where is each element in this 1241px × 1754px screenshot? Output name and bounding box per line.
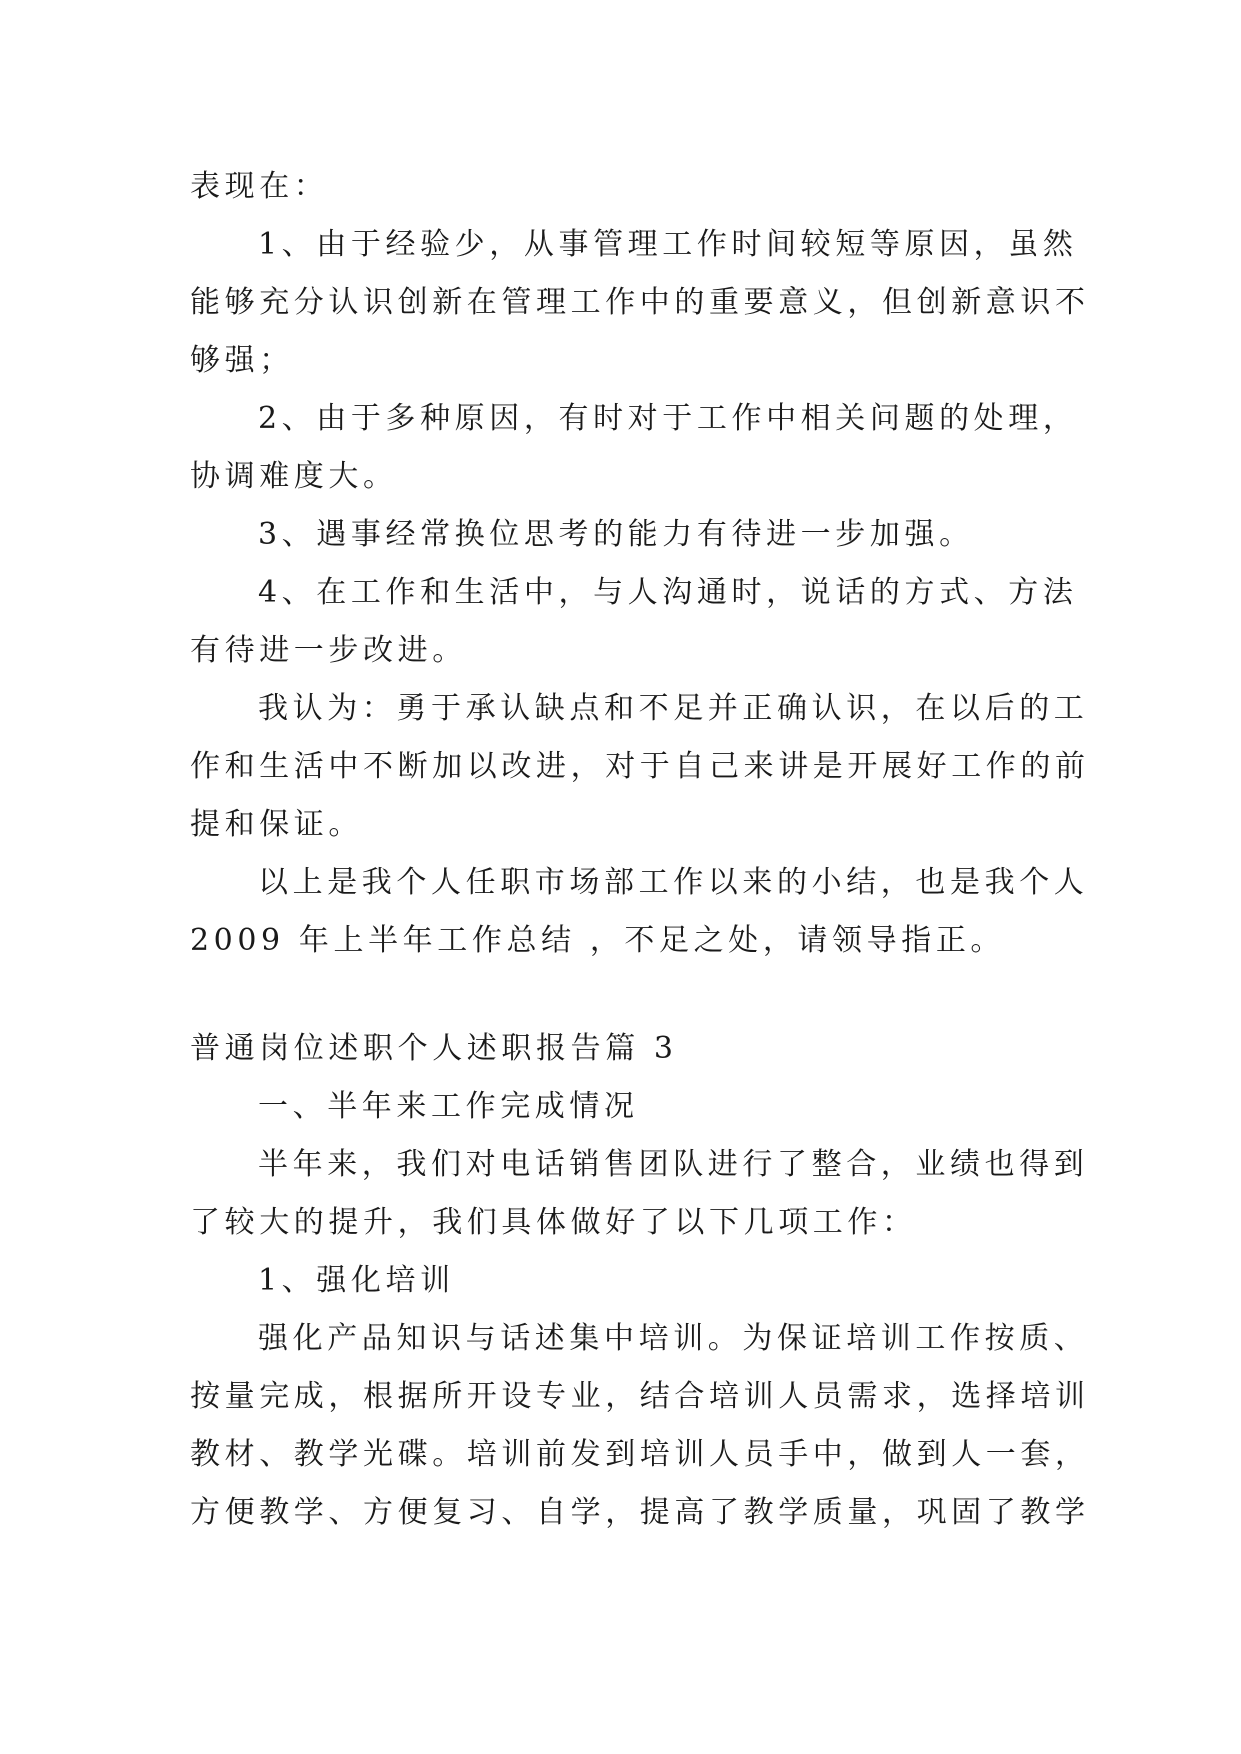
text-line: 2009 年上半年工作总结 ，不足之处，请领导指正。 (190, 923, 1006, 958)
text-line: 协调难度大。 (190, 459, 398, 494)
text-line: 2、由于多种原因，有时对于工作中相关问题的处理， (258, 401, 1078, 436)
text-line: 了较大的提升，我们具体做好了以下几项工作： (190, 1205, 917, 1240)
text-line: 半年来，我们对电话销售团队进行了整合，业绩也得到 (258, 1147, 1089, 1182)
text-line: 我认为：勇于承认缺点和不足并正确认识，在以后的工 (258, 691, 1089, 726)
paragraph (190, 854, 1089, 970)
text-line: 作和生活中不断加以改进，对于自己来讲是开展好工作的前 (190, 749, 1090, 784)
paragraph (190, 216, 1090, 390)
text-line: 4、在工作和生活中，与人沟通时，说话的方式、方法 (258, 575, 1078, 610)
text-line: 有待进一步改进。 (190, 633, 467, 668)
paragraph (190, 680, 1090, 854)
document-page (190, 158, 1090, 1542)
paragraph (190, 506, 1060, 564)
paragraph (190, 1136, 1089, 1252)
paragraph (190, 158, 1060, 216)
text-line: 1、由于经验少，从事管理工作时间较短等原因，虽然 (258, 227, 1078, 262)
document-body-lower (190, 1078, 1090, 1542)
section-gap (190, 970, 1060, 1020)
paragraph (190, 1252, 1060, 1310)
text-line: 表现在： (190, 169, 329, 204)
text-line: 强化产品知识与话述集中培训。为保证培训工作按质、 (258, 1321, 1089, 1356)
paragraph (190, 564, 1078, 680)
paragraph (190, 1310, 1090, 1542)
text-line: 1、强化培训 (258, 1263, 455, 1298)
text-line: 按量完成，根据所开设专业，结合培训人员需求，选择培训 (190, 1379, 1090, 1414)
document-body-upper (190, 158, 1090, 970)
text-line: 教材、教学光碟。培训前发到培训人员手中，做到人一套， (190, 1437, 1090, 1472)
paragraph (190, 390, 1078, 506)
text-line: 方便教学、方便复习、自学，提高了教学质量，巩固了教学 (190, 1495, 1090, 1530)
text-line: 一、半年来工作完成情况 (258, 1089, 639, 1124)
text-line: 以上是我个人任职市场部工作以来的小结，也是我个人 (258, 865, 1089, 900)
text-line: 3、遇事经常换位思考的能力有待进一步加强。 (258, 517, 974, 552)
text-line: 够强； (190, 343, 294, 378)
text-line: 能够充分认识创新在管理工作中的重要意义，但创新意识不 (190, 285, 1090, 320)
paragraph (190, 1078, 1060, 1136)
text-line: 提和保证。 (190, 807, 363, 842)
section-title: 普通岗位述职个人述职报告篇 3 (190, 1031, 678, 1066)
